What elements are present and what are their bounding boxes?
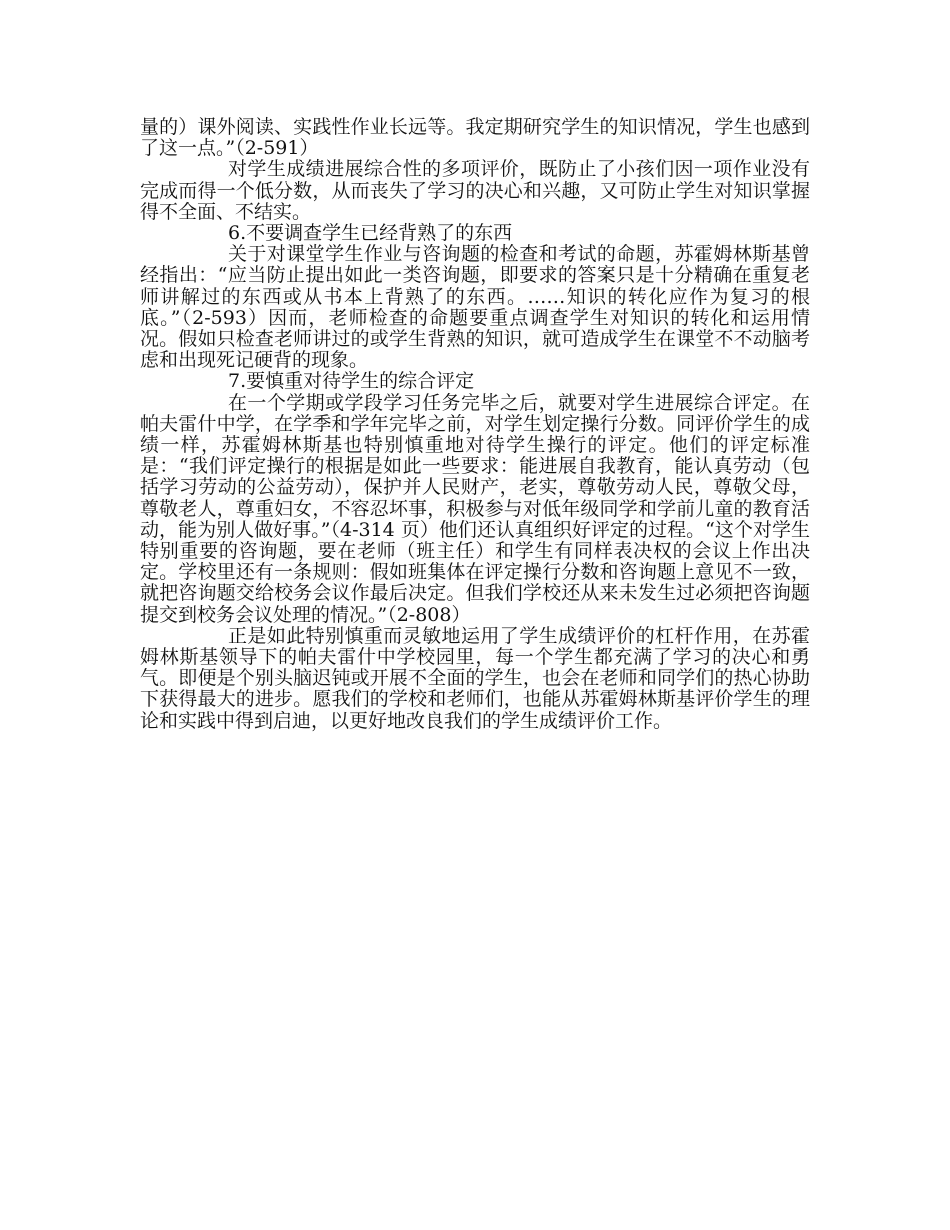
- paragraph-exam-questions: 关于对课堂学生作业与咨询题的检查和考试的命题，苏霍姆林斯基曾经指出：“应当防止提出如此一类咨询题，即要求的答案只是十分精确在重复老师讲解过的东西或从书本上背熟了的东西。……知识的转化应作为复习的根底。”（2-593）因而，老师检查的命题要重点调查学生对知识的转化和运用情况。假如只检查老师讲过的或学生背熟的知识，就可造成学生在课堂不不动脑考虑和出现死记硬背的现象。: [140, 243, 810, 372]
- section-heading-6: 6.不要调查学生已经背熟了的东西: [228, 222, 513, 245]
- paragraph-conduct-assessment: 在一个学期或学段学习任务完毕之后，就要对学生进展综合评定。在帕夫雷什中学，在学季和学年完毕之前，对学生划定操行分数。同评价学生的成绩一样，苏霍姆林斯基也特别慎重地对待学生操行的评定。他们的评定标准是：“我们评定操行的根据是如此一些要求：能进展自我教育，能认真劳动（包括学习劳动的公益劳动），保护并人民财产，老实，尊敬劳动人民，尊敬父母，尊敬老人，尊重妇女，不容忍坏事，积极参与对低年级同学和学前儿童的教育活动，能为别人做好事。”（4-314 页）他们还认真组织好评定的过程。“这个对学生特别重要的咨询题，要在老师（班主任）和学生有同样表决权的会议上作出决定。学校里还有一条规则：假如班集体在评定操行分数和咨询题上意见不一致，就把咨询题交给校务会议作最后决定。但我们学校还从来未发生过必须把咨询题提交到校务会议处理的情况。”（2-808）: [140, 391, 810, 626]
- document-body: [140, 117, 810, 732]
- section-heading-7: 7.要慎重对待学生的综合评定: [228, 370, 475, 393]
- paragraph-conclusion: 正是如此特别慎重而灵敏地运用了学生成绩评价的杠杆作用，在苏霍姆林斯基领导下的帕夫雷什中学校园里，每一个学生都充满了学习的决心和勇气。即便是个别头脑迟钝或开展不全面的学生，也会在老师和同学们的热心协助下获得最大的进步。愿我们的学校和老师们，也能从苏霍姆林斯基评价学生的理论和实践中得到启迪，以更好地改良我们的学生成绩评价工作。: [140, 624, 810, 732]
- paragraph-continued: 量的）课外阅读、实践性作业长远等。我定期研究学生的知识情况，学生也感到了这一点。”（2-591）: [140, 116, 810, 160]
- paragraph-comprehensive-evaluation: 对学生成绩进展综合性的多项评价，既防止了小孩们因一项作业没有完成而得一个低分数，从而丧失了学习的决心和兴趣，又可防止学生对知识掌握得不全面、不结实。: [140, 158, 810, 223]
